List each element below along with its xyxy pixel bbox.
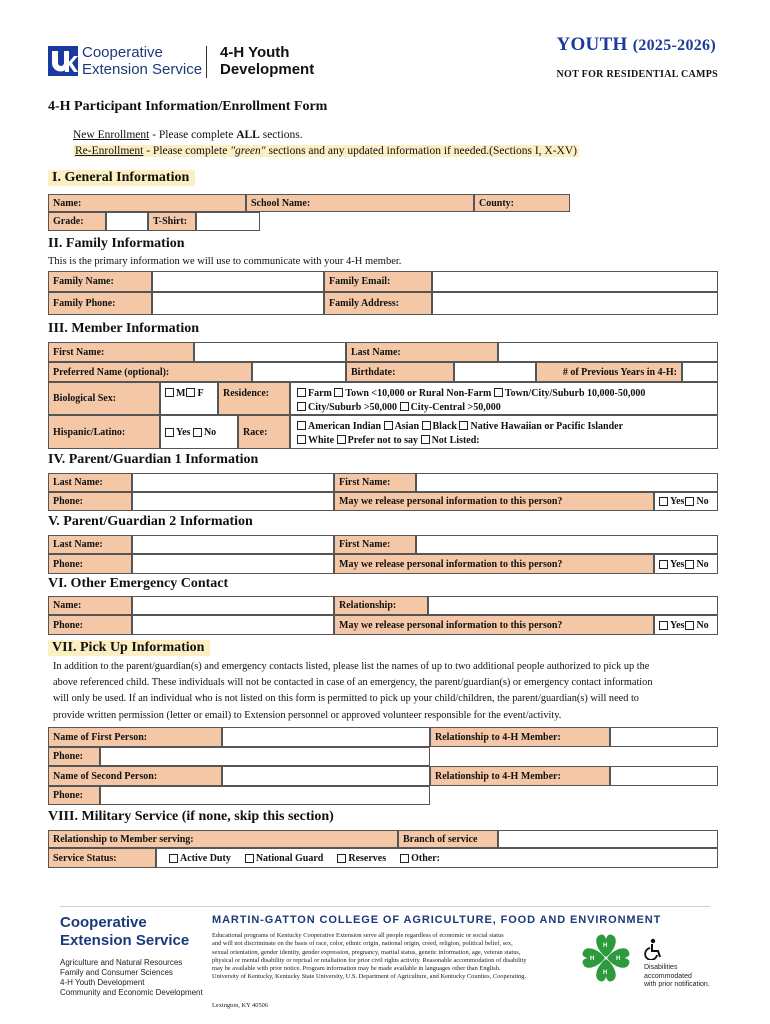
active-duty-checkbox[interactable] xyxy=(169,854,178,863)
res-farm-label: Farm xyxy=(308,388,332,399)
second-person-phone-input[interactable] xyxy=(100,786,430,805)
active-duty-label: Active Duty xyxy=(180,852,231,864)
camp-note: NOT FOR RESIDENTIAL CAMPS xyxy=(556,69,718,80)
footer-program-3: 4-H Youth Development xyxy=(60,978,145,987)
ec-release-yes-checkbox[interactable] xyxy=(659,621,668,630)
section-7-title: VII. Pick Up Information xyxy=(48,640,210,656)
footer-address: Lexington, KY 40506 xyxy=(212,1002,269,1009)
new-enrollment-text: - Please complete xyxy=(149,129,237,141)
svg-text:H: H xyxy=(590,956,595,962)
fourh-line1: 4-H Youth xyxy=(220,44,290,61)
sex-options xyxy=(160,382,218,415)
footer-coop-line1: Cooperative xyxy=(60,914,147,931)
svg-text:H: H xyxy=(616,956,621,962)
new-enrollment-note xyxy=(73,129,303,141)
prev-years-label: # of Previous Years in 4-H: xyxy=(536,362,682,382)
member-last-name-input[interactable] xyxy=(498,342,718,362)
coop-name-line2: Extension Service xyxy=(82,61,203,78)
pickup-line-2: above referenced child. These individuals will not be contacted in case of an emergency, the parent/guardian(s) or emergency contact information xyxy=(53,677,653,689)
tshirt-input[interactable] xyxy=(196,212,260,231)
p1-last-name-label: Last Name: xyxy=(48,473,132,492)
race-black-label: Black xyxy=(432,421,457,432)
race-row1 xyxy=(297,421,623,432)
access-line-1: Disabilities xyxy=(644,964,678,971)
family-email-label: Family Email: xyxy=(324,271,432,292)
second-person-input[interactable] xyxy=(222,766,430,786)
accessibility-note xyxy=(644,964,710,990)
member-first-name-input[interactable] xyxy=(194,342,346,362)
national-guard-label: National Guard xyxy=(255,852,324,864)
birthdate-input[interactable] xyxy=(454,362,536,382)
race-black-checkbox[interactable] xyxy=(422,421,431,430)
county-field[interactable]: County: xyxy=(474,194,570,212)
family-address-label: Family Address: xyxy=(324,292,432,315)
footer-nondiscrimination xyxy=(212,932,572,982)
military-branch-label: Branch of service xyxy=(398,830,498,848)
four-h-clover-icon xyxy=(578,930,634,986)
ec-relationship-input[interactable] xyxy=(428,596,718,615)
member-last-name-label: Last Name: xyxy=(346,342,498,362)
first-person-phone-input[interactable] xyxy=(100,747,430,766)
family-name-input[interactable] xyxy=(152,271,324,292)
p2-release-no-checkbox[interactable] xyxy=(685,560,694,569)
section-4-title: IV. Parent/Guardian 1 Information xyxy=(48,452,259,467)
p2-last-name-input[interactable] xyxy=(132,535,334,554)
military-relationship-label: Relationship to Member serving: xyxy=(48,830,398,848)
ec-release-options xyxy=(654,615,718,635)
grade-label: Grade: xyxy=(48,212,106,231)
tshirt-label: T-Shirt: xyxy=(148,212,196,231)
coop-name-line1: Cooperative xyxy=(82,44,163,61)
race-white-label: White xyxy=(308,435,335,446)
sex-m-checkbox[interactable] xyxy=(165,388,174,397)
program-name: YOUTH xyxy=(556,34,628,55)
ec-name-label: Name: xyxy=(48,596,132,615)
fourh-line2: Development xyxy=(220,61,315,78)
pickup-line-4: provide written permission (letter or email) to Extension personnel or approved volunteer responsible for the event/activity. xyxy=(53,709,562,721)
other-label: Other: xyxy=(411,852,440,864)
hispanic-no-checkbox[interactable] xyxy=(193,428,202,437)
wheelchair-accessibility-icon xyxy=(644,938,664,960)
first-person-rel-input[interactable] xyxy=(610,727,718,747)
race-asian-checkbox[interactable] xyxy=(384,421,393,430)
preferred-name-label: Preferred Name (optional): xyxy=(48,362,252,382)
ec-name-input[interactable] xyxy=(132,596,334,615)
access-line-3: with prior notification. xyxy=(644,981,710,988)
family-phone-label: Family Phone: xyxy=(48,292,152,315)
race-prefer-checkbox[interactable] xyxy=(337,435,346,444)
footer-text-6: University of Kentucky, Kentucky State University, U.S. Department of Agriculture, and Kentucky Counties, Cooperating. xyxy=(212,973,527,981)
res-row1 xyxy=(297,388,645,399)
res-suburb-checkbox[interactable] xyxy=(494,388,503,397)
access-line-2: accommodated xyxy=(644,972,692,980)
footer-text-3: sexual orientation, gender identity, gender expression, pregnancy, marital status, genetic information, age, veteran status, xyxy=(212,948,521,956)
p2-phone-label: Phone: xyxy=(48,554,132,574)
re-enrollment-green: "green" xyxy=(230,145,266,157)
ec-release-no-checkbox[interactable] xyxy=(685,621,694,630)
family-name-label: Family Name: xyxy=(48,271,152,292)
footer-text-5: may be available with prior notice. Program information may be made available in languages other than English. xyxy=(212,965,501,973)
new-enrollment-end: sections. xyxy=(259,129,303,141)
re-enrollment-label: Re-Enrollment xyxy=(75,145,144,157)
family-email-input[interactable] xyxy=(432,271,718,292)
grade-input[interactable] xyxy=(106,212,148,231)
footer-program-1: Agriculture and Natural Resources xyxy=(60,958,183,967)
ec-release-yes-label: Yes xyxy=(670,619,685,631)
p2-phone-input[interactable] xyxy=(132,554,334,574)
res-row2 xyxy=(297,402,501,413)
school-name-field[interactable]: School Name: xyxy=(246,194,474,212)
birthdate-label: Birthdate: xyxy=(346,362,454,382)
race-prefer-label: Prefer not to say xyxy=(347,435,419,446)
p2-release-no-label: No xyxy=(696,558,709,570)
ec-phone-label: Phone: xyxy=(48,615,132,635)
service-status-label: Service Status: xyxy=(48,848,156,868)
race-nh-label: Native Hawaiian or Pacific Islander xyxy=(470,421,624,432)
p2-first-name-input[interactable] xyxy=(416,535,718,554)
sex-label: Biological Sex: xyxy=(48,382,160,415)
family-address-input[interactable] xyxy=(432,292,718,315)
race-ai-checkbox[interactable] xyxy=(297,421,306,430)
sex-f-checkbox[interactable] xyxy=(186,388,195,397)
p1-release-options xyxy=(654,492,718,511)
ec-phone-input[interactable] xyxy=(132,615,334,635)
pickup-line-1: In addition to the parent/guardian(s) and emergency contacts listed, please list the names of up to two additional people authorized to pick up the xyxy=(53,661,650,672)
prev-years-input[interactable] xyxy=(682,362,718,382)
race-asian-label: Asian xyxy=(394,421,420,432)
res-town-checkbox[interactable] xyxy=(334,388,343,397)
res-town-label: Town <10,000 or Rural Non-Farm xyxy=(345,388,492,399)
footer-program-2: Family and Consumer Sciences xyxy=(60,968,173,977)
p2-release-yes-checkbox[interactable] xyxy=(659,560,668,569)
hispanic-options xyxy=(160,415,238,449)
family-phone-input[interactable] xyxy=(152,292,324,315)
first-person-input[interactable] xyxy=(222,727,430,747)
section-5-title: V. Parent/Guardian 2 Information xyxy=(48,514,253,529)
section-2-subtitle: This is the primary information we will use to communicate with your 4-H member. xyxy=(48,256,402,267)
second-person-phone-label: Phone: xyxy=(48,786,100,805)
p2-release-yes-label: Yes xyxy=(670,558,685,570)
footer-text-2: and will not discriminate on the basis of race, color, ethnic origin, national origin, creed, religion, political belief, sex, xyxy=(212,940,513,948)
footer-rule xyxy=(60,906,710,907)
second-person-rel-label: Relationship to 4-H Member: xyxy=(430,766,610,786)
new-enrollment-label: New Enrollment xyxy=(73,129,150,141)
footer-text-4: physical or mental disability or reprisal or retaliation for prior civil rights activity. Reasonable accommodation of disability xyxy=(212,956,527,964)
ec-release-label: May we release personal information to this person? xyxy=(334,615,654,635)
footer-text-1: Educational programs of Kentucky Cooperative Extension serve all people regardless of economic or social status xyxy=(212,932,504,939)
first-person-rel-label: Relationship to 4-H Member: xyxy=(430,727,610,747)
re-enrollment-note xyxy=(73,145,579,157)
first-person-label: Name of First Person: xyxy=(48,727,222,747)
residence-label: Residence: xyxy=(218,382,290,415)
other-checkbox[interactable] xyxy=(400,854,409,863)
footer-college: MARTIN-GATTON COLLEGE OF AGRICULTURE, FOOD AND ENVIRONMENT xyxy=(212,914,662,926)
reserves-checkbox[interactable] xyxy=(337,854,346,863)
uk-logo-icon xyxy=(48,46,78,76)
pickup-paragraph xyxy=(53,659,718,724)
new-enrollment-all: ALL xyxy=(236,129,260,141)
re-enrollment-end: sections and any updated information if needed.(Sections I, X-XV) xyxy=(265,145,577,157)
re-enrollment-text: - Please complete xyxy=(143,145,231,157)
p2-release-options xyxy=(654,554,718,574)
military-branch-input[interactable] xyxy=(498,830,718,848)
name-field[interactable]: Name: xyxy=(48,194,246,212)
section-1-title: I. General Information xyxy=(48,170,195,186)
svg-text:H: H xyxy=(603,970,608,976)
p1-first-name-input[interactable] xyxy=(416,473,718,492)
program-year: (2025-2026) xyxy=(632,37,716,54)
section-8-title: VIII. Military Service (if none, skip this section) xyxy=(48,809,334,824)
service-status-options xyxy=(156,848,718,868)
first-person-phone-label: Phone: xyxy=(48,747,100,766)
ec-relationship-label: Relationship: xyxy=(334,596,428,615)
race-nl-checkbox[interactable] xyxy=(421,435,430,444)
form-title: 4-H Participant Information/Enrollment Form xyxy=(48,99,328,114)
race-nh-checkbox[interactable] xyxy=(459,421,468,430)
p2-release-label: May we release personal information to this person? xyxy=(334,554,654,574)
section-3-title: III. Member Information xyxy=(48,321,200,336)
reserves-label: Reserves xyxy=(348,852,387,864)
p2-first-name-label: First Name: xyxy=(334,535,416,554)
pickup-line-3: will only be used. If an individual who is not listed on this form is permitted to pick up your child/children, the parent/guardian(s) will need to xyxy=(53,693,639,705)
section-2-title: II. Family Information xyxy=(48,236,185,251)
res-city-label: City/Suburb >50,000 xyxy=(308,402,398,413)
p1-phone-label: Phone: xyxy=(48,492,132,511)
p2-last-name-label: Last Name: xyxy=(48,535,132,554)
header-divider xyxy=(206,46,207,78)
p1-phone-input[interactable] xyxy=(132,492,334,511)
member-first-name-label: First Name: xyxy=(48,342,194,362)
footer-program-4: Community and Economic Development xyxy=(60,988,203,997)
p1-release-label: May we release personal information to this person? xyxy=(334,492,654,511)
hispanic-yes-checkbox[interactable] xyxy=(165,428,174,437)
svg-text:H: H xyxy=(603,943,608,949)
race-label: Race: xyxy=(238,415,290,449)
p1-release-yes-label: Yes xyxy=(670,496,685,507)
ec-release-no-label: No xyxy=(696,619,709,631)
p1-release-no-label: No xyxy=(696,496,709,507)
sex-f-label: F xyxy=(197,388,204,399)
section-6-title: VI. Other Emergency Contact xyxy=(48,576,229,591)
national-guard-checkbox[interactable] xyxy=(245,854,254,863)
p1-first-name-label: First Name: xyxy=(334,473,416,492)
res-suburb-label: Town/City/Suburb 10,000-50,000 xyxy=(504,388,646,399)
second-person-label: Name of Second Person: xyxy=(48,766,222,786)
sex-m-label: M xyxy=(176,388,186,399)
p1-release-yes-checkbox[interactable] xyxy=(659,497,668,506)
p1-release-no-checkbox[interactable] xyxy=(685,497,694,506)
preferred-name-input[interactable] xyxy=(252,362,346,382)
hispanic-yes-label: Yes xyxy=(176,426,191,438)
res-central-checkbox[interactable] xyxy=(400,402,409,411)
res-city-checkbox[interactable] xyxy=(297,402,306,411)
footer-coop-line2: Extension Service xyxy=(60,932,190,949)
race-white-checkbox[interactable] xyxy=(297,435,306,444)
program-title xyxy=(556,34,716,56)
hispanic-label: Hispanic/Latino: xyxy=(48,415,160,449)
hispanic-no-label: No xyxy=(203,426,217,438)
res-farm-checkbox[interactable] xyxy=(297,388,306,397)
second-person-rel-input[interactable] xyxy=(610,766,718,786)
race-ai-label: American Indian xyxy=(308,421,382,432)
race-row2 xyxy=(297,435,480,446)
res-central-label: City-Central >50,000 xyxy=(410,402,501,413)
race-nl-label: Not Listed: xyxy=(431,435,480,446)
p1-last-name-input[interactable] xyxy=(132,473,334,492)
